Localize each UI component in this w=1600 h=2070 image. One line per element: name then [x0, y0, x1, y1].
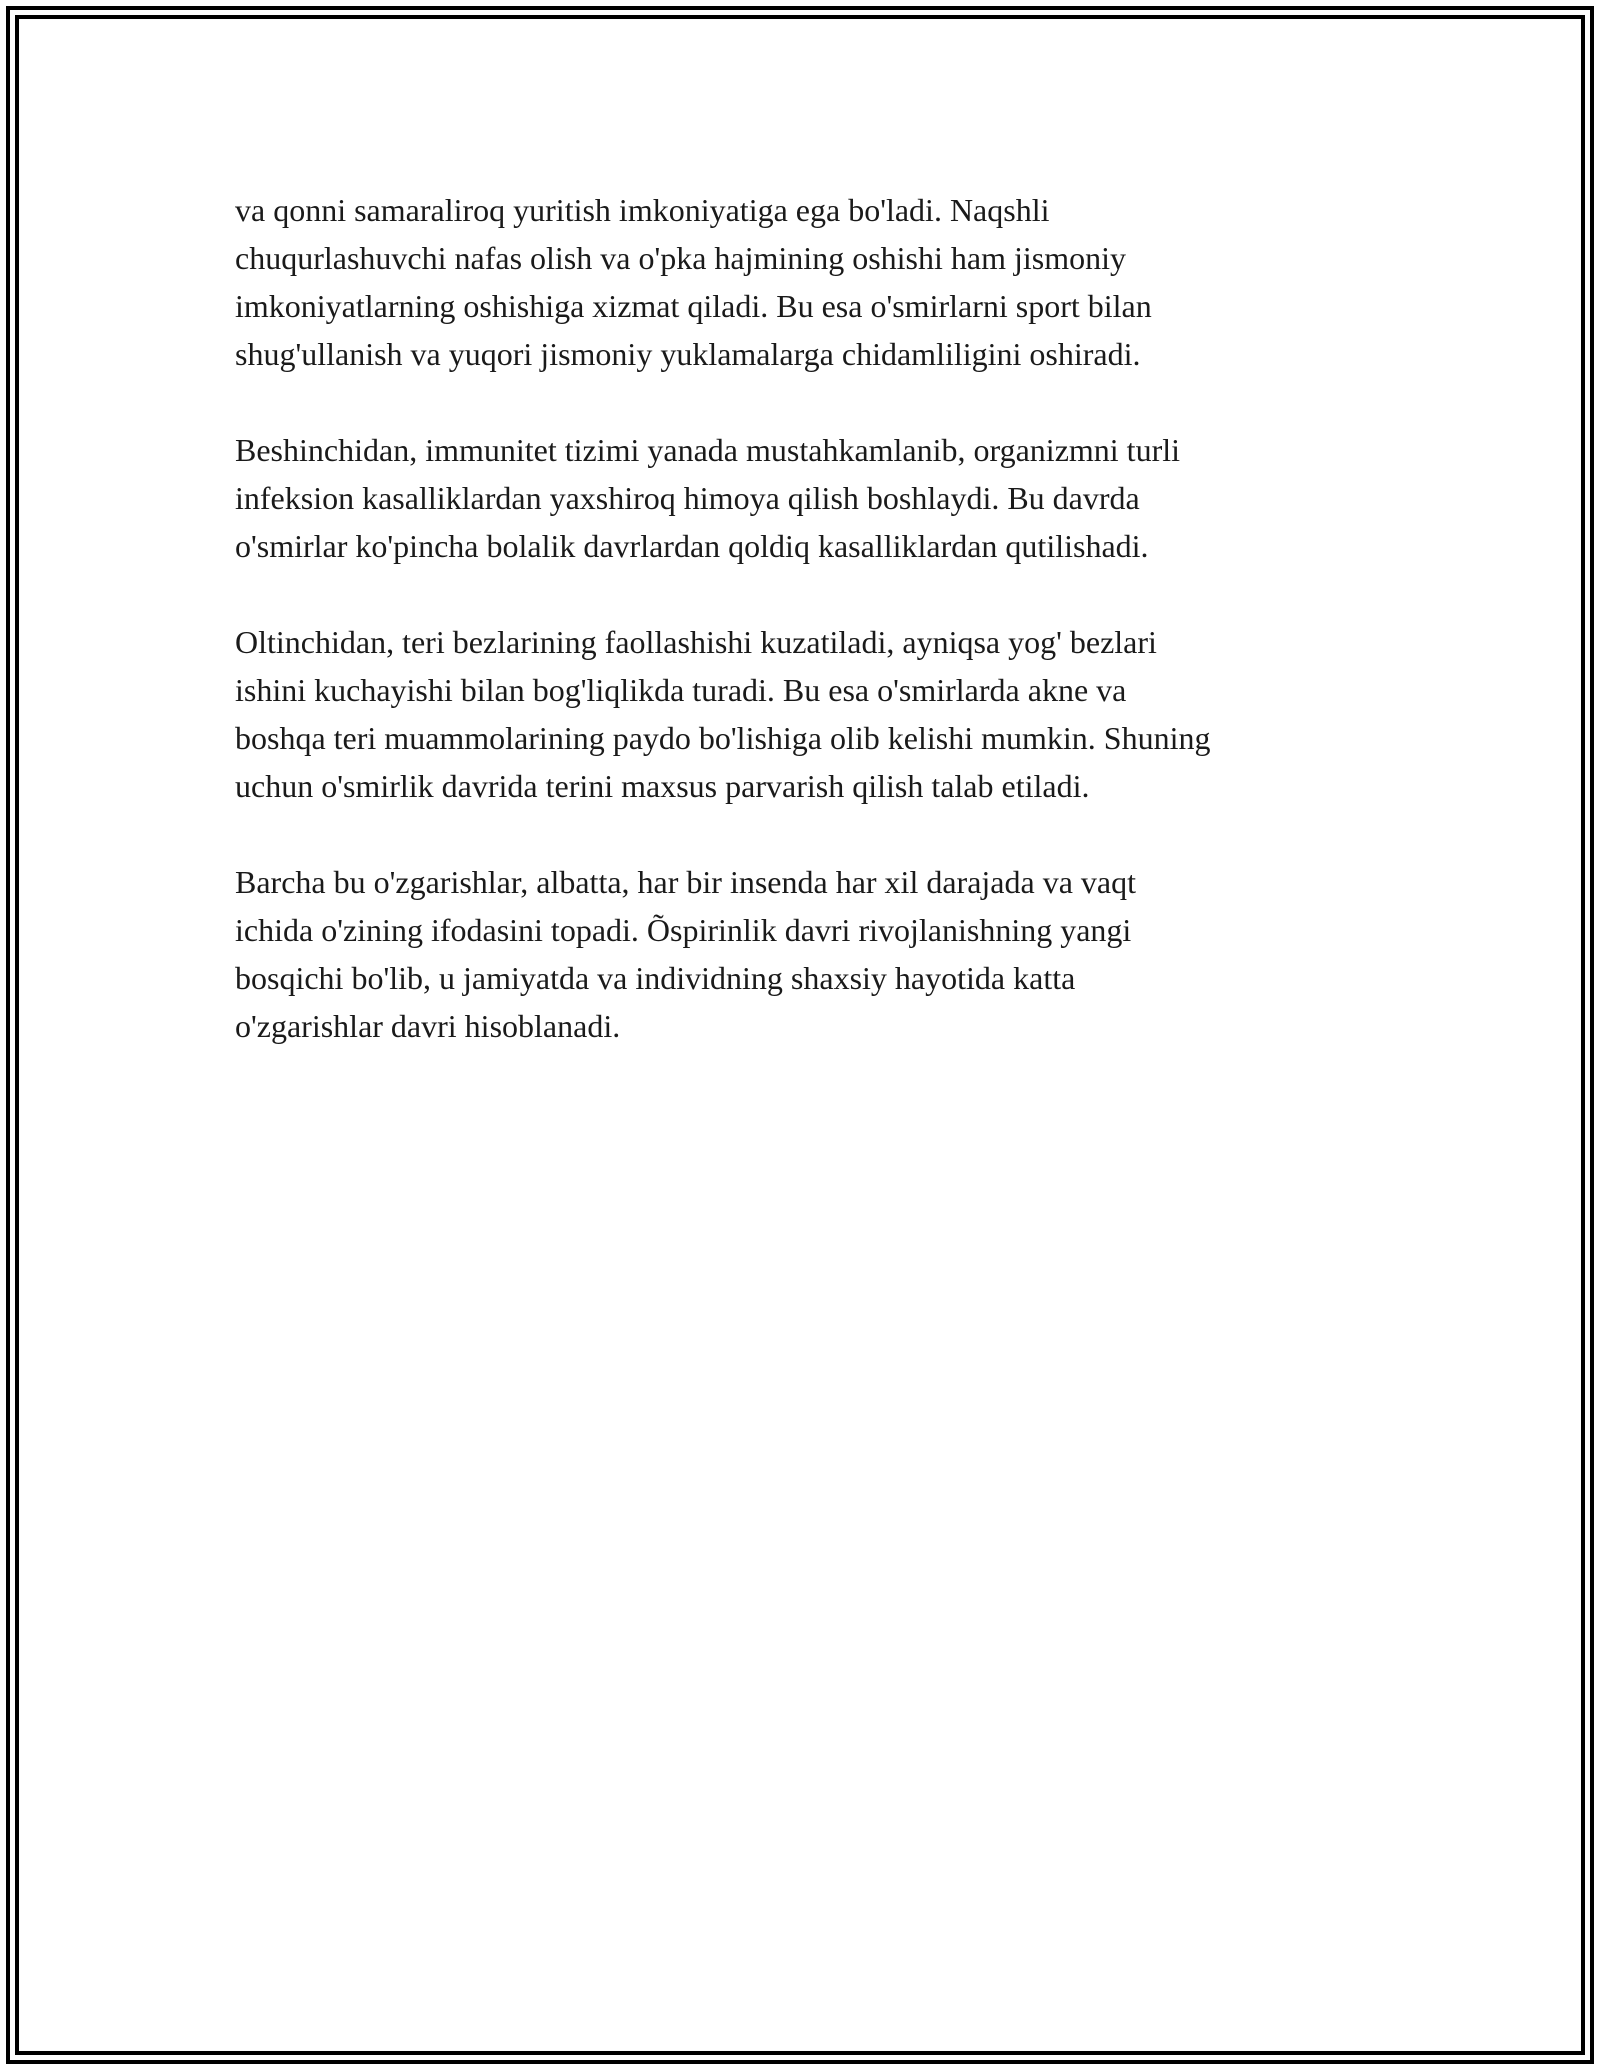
text-line: shug'ullanish va yuqori jismoniy yuklamalarga chidamliligini oshiradi.	[235, 336, 1141, 372]
text-line: o'zgarishlar davri hisoblanadi.	[235, 1008, 621, 1044]
text-line: bosqichi bo'lib, u jamiyatda va individning shaxsiy hayotida katta	[235, 960, 1076, 996]
text-line: Beshinchidan, immunitet tizimi yanada mustahkamlanib, organizmni turli	[235, 432, 1180, 468]
text-line: ishini kuchayishi bilan bog'liqlikda turadi. Bu esa o'smirlarda akne va	[235, 672, 1127, 708]
paragraph-1	[235, 186, 1365, 378]
text-line: imkoniyatlarning oshishiga xizmat qiladi. Bu esa o'smirlarni sport bilan	[235, 288, 1152, 324]
paragraph-2	[235, 426, 1365, 570]
document-body	[235, 186, 1365, 1098]
paragraph-4	[235, 858, 1365, 1050]
text-line: Oltinchidan, teri bezlarining faollashishi kuzatiladi, ayniqsa yog' bezlari	[235, 624, 1157, 660]
text-line: Barcha bu o'zgarishlar, albatta, har bir insenda har xil darajada va vaqt	[235, 864, 1136, 900]
paragraph-3	[235, 618, 1365, 810]
text-line: chuqurlashuvchi nafas olish va o'pka hajmining oshishi ham jismoniy	[235, 240, 1126, 276]
text-line: infeksion kasalliklardan yaxshiroq himoya qilish boshlaydi. Bu davrda	[235, 480, 1140, 516]
text-line: va qonni samaraliroq yuritish imkoniyatiga ega bo'ladi. Naqshli	[235, 192, 1050, 228]
text-line: o'smirlar ko'pincha bolalik davrlardan qoldiq kasalliklardan qutilishadi.	[235, 528, 1149, 564]
text-line: uchun o'smirlik davrida terini maxsus parvarish qilish talab etiladi.	[235, 768, 1090, 804]
text-line: boshqa teri muammolarining paydo bo'lishiga olib kelishi mumkin. Shuning	[235, 720, 1211, 756]
text-line: ichida o'zining ifodasini topadi. Õspirinlik davri rivojlanishning yangi	[235, 912, 1132, 948]
